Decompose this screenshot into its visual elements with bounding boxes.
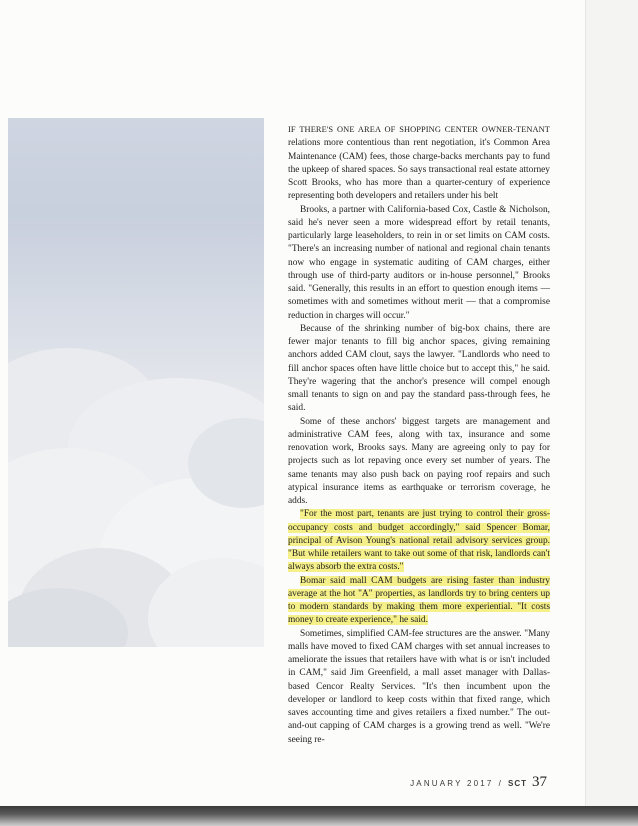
issue-date: JANUARY 2017	[410, 779, 494, 788]
paragraph: Sometimes, simplified CAM-fee structures are the answer. "Many malls have moved to fixed CAM charges with set annual increases to ameliorate the issues that retailers have with what is or isn't included in CAM," said Jim Greenfield, a mall asset manager with Dallas-based Cencor Realty Services. "It's then incumbent upon the developer or landlord to keep costs within that fixed range, which saves accounting time and gives retailers a fixed number." The out-and-out capping of CAM charges is a growing trend as well. "We're seeing re-	[288, 628, 550, 745]
highlighted-paragraph	[288, 575, 550, 628]
paragraph: Some of these anchors' biggest targets are management and administrative CAM fees, along with tax, insurance and some renovation work, Brooks says. Many are agreeing only to pay for projects such as lot repaving once every set number of years. The same tenants may also push back on paying roof repairs and such atypical insurance items as earthquake or terrorism coverage, he adds.	[288, 416, 550, 506]
article-column	[288, 123, 550, 747]
magazine-name: SCT	[508, 779, 527, 788]
lead-paragraph	[288, 123, 550, 204]
highlighted-paragraph	[288, 508, 550, 574]
footer-separator: /	[498, 779, 503, 788]
lead-text: relations more contentious than rent negotiation, it's Common Area Maintenance (CAM) fees, those charge-backs merchants pay to fund the upkeep of shared spaces. So says transactional real estate attorney Scott Brooks, who has more than a quarter-century of experience representing both developers and retailers under his belt	[288, 138, 550, 202]
paragraph: Because of the shrinking number of big-box chains, there are fewer major tenants to fill big anchor spaces, giving remaining anchors added CAM clout, says the lawyer. "Landlords who need to fill anchor spaces often have little choice but to accept this," he said. They're wagering that the anchor's presence will compel enough small tenants to sign on and pay the standard pass-through fees, he said.	[288, 323, 550, 414]
lead-caps: IF THERE'S ONE AREA OF SHOPPING CENTER OWNER-TENANT	[288, 125, 550, 134]
page-footer	[410, 774, 547, 791]
highlighted-text: Bomar said mall CAM budgets are rising faster than industry average at the hot "A" properties, as landlords try to bring centers up to modern standards by making them more experiential. "It costs money to create experience," he said.	[288, 575, 550, 626]
page-number: 37	[532, 774, 547, 790]
highlighted-text: "For the most part, tenants are just trying to control their gross-occupancy costs and budget accordingly," said Spencer Bomar, principal of Avison Young's national retail advisory services group. "But while retailers want to take out some of that risk, landlords can't always absorb the extra costs."	[288, 509, 550, 573]
snow-photo	[8, 118, 264, 647]
paragraph: Brooks, a partner with California-based Cox, Castle & Nicholson, said he's never seen a more widespread effort by retail tenants, particularly large leaseholders, to rein in or set limits on CAM costs. "There's an increasing number of national and regional chain tenants now who engage in systematic auditing of CAM charges, either through use of third-party auditors or in-house personnel," Brooks said. "Generally, this results in an effort to question enough items — sometimes with and sometimes without merit — that a compromise reduction in charges will occur."	[288, 204, 550, 321]
page-edge	[585, 0, 638, 826]
scan-bottom-edge	[0, 806, 638, 826]
